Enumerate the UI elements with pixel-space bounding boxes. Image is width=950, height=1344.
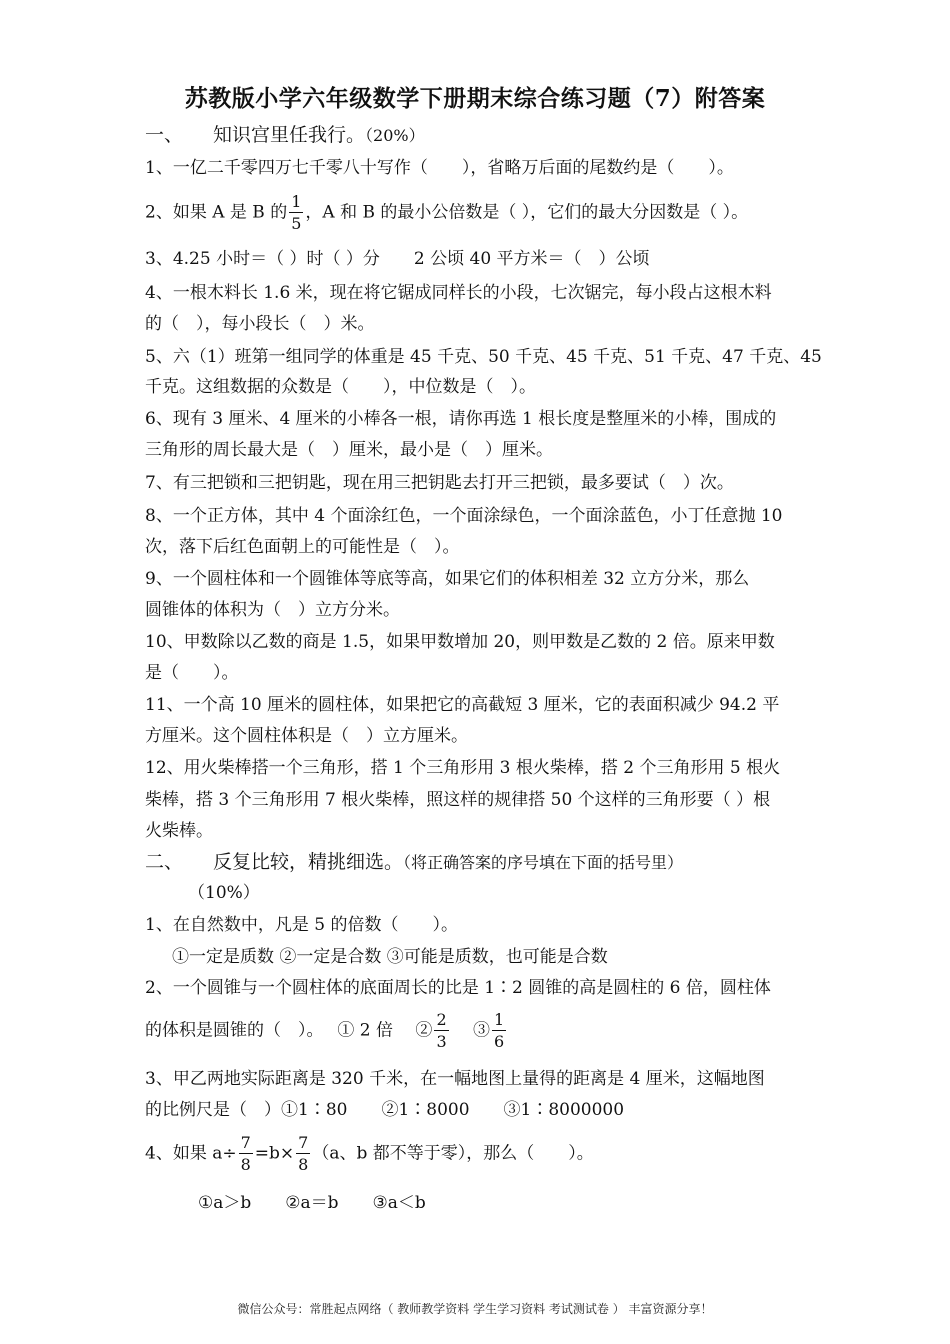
- choice-1-options: ①一定是质数 ②一定是合数 ③可能是质数，也可能是合数: [172, 947, 608, 967]
- fraction-numerator: 1: [291, 192, 302, 211]
- question-9-line-2: 圆锥体的体积为（ ）立方分米。: [145, 600, 400, 620]
- question-2: [145, 194, 748, 232]
- fraction-2-3: [434, 1012, 448, 1050]
- question-4-line-2: 的（ ），每小段长（ ）米。: [145, 314, 375, 334]
- question-9-line-1: 9、一个圆柱体和一个圆锥体等底等高，如果它们的体积相差 32 立方分米，那么: [145, 569, 750, 589]
- page-title: 苏教版小学六年级数学下册期末综合练习题（7）附答案: [184, 85, 766, 112]
- section2-score: （10%）: [188, 883, 260, 903]
- choice-4-question: [145, 1135, 594, 1173]
- question-12-line-1: 12、用火柴棒搭一个三角形，搭 1 个三角形用 3 根火柴棒，搭 2 个三角形用 5 根火: [145, 758, 781, 778]
- fraction-numerator: 7: [240, 1133, 251, 1152]
- question-8-line-2: 次，落下后红色面朝上的可能性是（ ）。: [145, 537, 460, 557]
- fraction-7-8: [239, 1135, 253, 1173]
- fraction-denominator: 6: [494, 1032, 505, 1051]
- fraction-denominator: 3: [436, 1032, 447, 1051]
- choice-2-question-line-1: 2、一个圆锥与一个圆柱体的底面周长的比是 1∶2 圆锥的高是圆柱的 6 倍，圆柱体: [145, 978, 771, 998]
- question-2-text-a: 2、如果 A 是 B 的: [145, 202, 288, 223]
- page-footer: 微信公众号：常胜起点网络（ 教师教学资料 学生学习资料 考试测试卷 ） 丰富资源分享！: [237, 1302, 713, 1316]
- question-5-line-1: 5、六（1）班第一组同学的体重是 45 千克、50 千克、45 千克、51 千克、47 千克、45: [145, 347, 822, 367]
- question-3: 3、4.25 小时＝（ ）时（ ）分 2 公顷 40 平方米＝（ ）公顷: [145, 249, 650, 269]
- question-8-line-1: 8、一个正方体，其中 4 个面涂红色，一个面涂绿色，一个面涂蓝色，小丁任意抛 10: [145, 506, 783, 526]
- section2-heading: [145, 851, 683, 874]
- section2-note: （将正确答案的序号填在下面的括号里）: [403, 853, 684, 872]
- question-11-line-2: 方厘米。这个圆柱体积是（ ）立方厘米。: [145, 726, 468, 746]
- fraction-1-6: [492, 1012, 506, 1050]
- question-7: 7、有三把锁和三把钥匙，现在用三把钥匙去打开三把锁，最多要试（ ）次。: [145, 473, 734, 493]
- choice-3-line-2: 的比例尺是（ ）①1∶80 ②1∶8000 ③1∶8000000: [145, 1100, 625, 1120]
- fraction-denominator: 5: [291, 214, 302, 233]
- choice-2-question-line-2: [145, 1012, 508, 1050]
- choice-4-text-c: （a、b 都不等于零），那么（ ）。: [312, 1143, 594, 1164]
- fraction-denominator: 8: [298, 1155, 309, 1174]
- choice-4-text-b: =b×: [254, 1143, 295, 1164]
- fraction-1-5: [289, 194, 303, 232]
- question-1: 1、一亿二千零四万七千零八十写作（ ），省略万后面的尾数约是（ ）。: [145, 158, 734, 178]
- choice-2-option-3-label: ③: [450, 1020, 491, 1041]
- choice-3-line-1: 3、甲乙两地实际距离是 320 千米，在一幅地图上量得的距离是 4 厘米，这幅地图: [145, 1069, 765, 1089]
- fraction-7-8: [296, 1135, 310, 1173]
- section2-title: 反复比较，精挑细选。: [213, 851, 404, 873]
- question-10-line-2: 是（ ）。: [145, 663, 239, 683]
- section1-score: （20%）: [365, 126, 425, 145]
- question-2-text-b: ，A 和 B 的最小公倍数是（ ），它们的最大分因数是（ ）。: [305, 202, 749, 223]
- question-10-line-1: 10、甲数除以乙数的商是 1.5，如果甲数增加 20，则甲数是乙数的 2 倍。原来甲数: [145, 632, 775, 652]
- question-4-line-1: 4、一根木料长 1.6 米，现在将它锯成同样长的小段，七次锯完，每小段占这根木料: [145, 283, 772, 303]
- section2-number: 二、: [145, 851, 184, 873]
- question-12-line-2: 柴棒，搭 3 个三角形用 7 根火柴棒，照这样的规律搭 50 个这样的三角形要（ ）根: [145, 790, 771, 810]
- choice-2-text: 的体积是圆锥的（ ）。 ① 2 倍 ②: [145, 1020, 433, 1041]
- choice-1-question: 1、在自然数中，凡是 5 的倍数（ ）。: [145, 915, 458, 935]
- fraction-numerator: 7: [298, 1133, 309, 1152]
- question-5-line-2: 千克。这组数据的众数是（ ），中位数是（ ）。: [145, 377, 536, 397]
- section1-number: 一、: [145, 124, 184, 146]
- question-6-line-1: 6、现有 3 厘米、4 厘米的小棒各一根，请你再选 1 根长度是整厘米的小棒，围成的: [145, 409, 777, 429]
- question-6-line-2: 三角形的周长最大是（ ）厘米，最小是（ ）厘米。: [145, 440, 553, 460]
- choice-4-options: ①a＞b ②a＝b ③a＜b: [198, 1193, 426, 1213]
- section1-heading: [145, 124, 425, 147]
- choice-4-text-a: 4、如果 a÷: [145, 1143, 237, 1164]
- question-11-line-1: 11、一个高 10 厘米的圆柱体，如果把它的高截短 3 厘米，它的表面积减少 94.2 平: [145, 695, 780, 715]
- fraction-numerator: 2: [436, 1010, 447, 1029]
- section1-title: 知识宫里任我行。: [213, 124, 366, 146]
- question-12-line-3: 火柴棒。: [145, 821, 213, 841]
- fraction-numerator: 1: [494, 1010, 505, 1029]
- fraction-denominator: 8: [240, 1155, 251, 1174]
